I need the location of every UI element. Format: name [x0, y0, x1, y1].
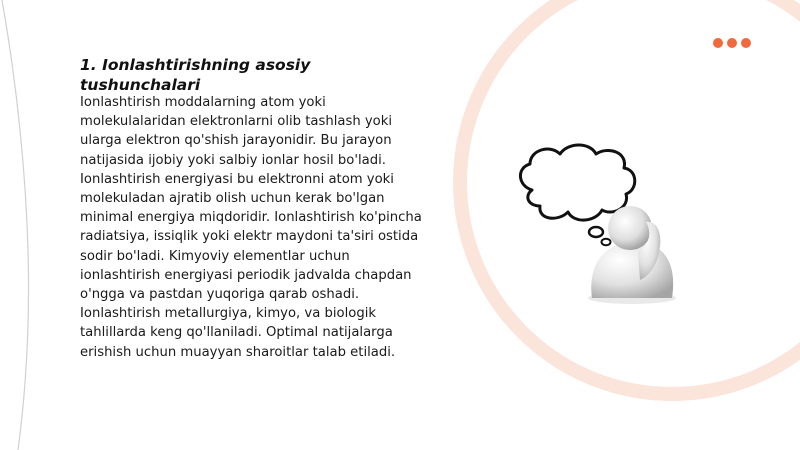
- dot: [727, 38, 737, 48]
- three-dots-icon: [713, 38, 751, 48]
- decorative-left-curve: [2, 0, 29, 450]
- person-figure-icon: [588, 206, 676, 304]
- dot: [713, 38, 723, 48]
- slide-title: 1. Ionlashtirishning asosiy tushunchalari: [80, 56, 311, 94]
- thinking-person-icon: [510, 140, 680, 310]
- dot: [741, 38, 751, 48]
- slide-body-text: Ionlashtirish moddalarning atom yoki molekulalaridan elektronlarni olib tashlash yoki ularga elektron qo'shish jarayonidir. Bu jarayon natijasida ijobiy yoki salbiy ionlar hosil bo'ladi. Ionlashtirish energiyasi bu elektronni atom yoki molekuladan ajratib olish uchun kerak bo'lgan minimal energiya miqdoridir. Ionlashtirish ko'pincha radiatsiya, issiqlik yoki elektr maydoni ta'siri ostida sodir bo'ladi. Kimyoviy elementlar uchun ionlashtirish energiyasi periodik jadvalda chapdan o'ngga va pastdan yuqoriga qarab oshadi. Ionlashtirish metallurgiya, kimyo, va biologik tahlillarda keng qo'llaniladi. Optimal natijalarga erishish uchun muayyan sharoitlar talab etiladi.: [80, 95, 422, 360]
